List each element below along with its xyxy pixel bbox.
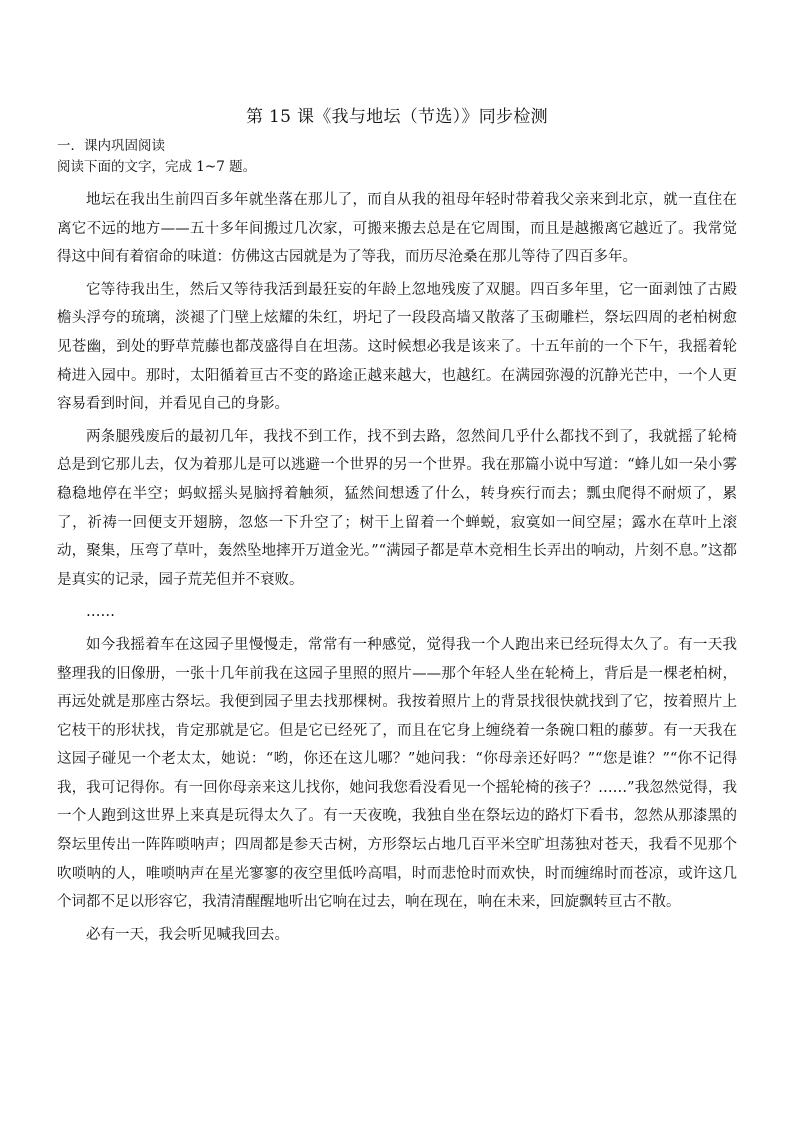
passage-paragraph: 两条腿残废后的最初几年，我找不到工作，找不到去路，忽然间几乎什么都找不到了，我就摇了轮椅总是到它那儿去，仅为着那儿是可以逃避一个世界的另一个世界。我在那篇小说中写道：“蜂儿如一朵小雾稳稳地停在半空；蚂蚁摇头晃脑捋着触须，猛然间想透了什么，转身疾行而去；瓢虫爬得不耐烦了，累了，祈祷一回便支开翅膀，忽悠一下升空了；树干上留着一个蝉蜕，寂寞如一间空屋；露水在草叶上滚动，聚集，压弯了草叶，轰然坠地摔开万道金光。”“满园子都是草木竞相生长弄出的响动，片刻不息。”这都是真实的记录，园子荒芜但并不衰败。 [57,428,737,588]
passage-paragraph: 它等待我出生，然后又等待我活到最狂妄的年龄上忽地残废了双腿。四百多年里，它一面剥蚀了古殿檐头浮夸的琉璃，淡褪了门壁上炫耀的朱红，坍圮了一段段高墙又散落了玉砌雕栏，祭坛四周的老柏树愈见苍幽，到处的野草荒藤也都茂盛得自在坦荡。这时候想必我是该来了。十五年前的一个下午，我摇着轮椅进入园中。那时，太阳循着亘古不变的路途正越来越大，也越红。在满园弥漫的沉静光芒中，一个人更容易看到时间，并看见自己的身影。 [57,281,737,413]
passage-paragraph: 如今我摇着车在这园子里慢慢走，常常有一种感觉，觉得我一个人跑出来已经玩得太久了。有一天我整理我的旧像册，一张十几年前我在这园子里照的照片——那个年轻人坐在轮椅上，背后是一棵老柏树，再远处就是那座古祭坛。我便到园子里去找那棵树。我按着照片上的背景找很快就找到了它，按着照片上它枝干的形状找，肯定那就是它。但是它已经死了，而且在它身上缠绕着一条碗口粗的藤萝。有一天我在这园子碰见一个老太太，她说：“哟，你还在这儿哪？”她问我：“你母亲还好吗？”“您是谁？”“你不记得我，我可记得你。有一回你母亲来这儿找你，她问我您看没看见一个摇轮椅的孩子？……”我忽然觉得，我一个人跑到这世界上来真是玩得太久了。有一天夜晚，我独自坐在祭坛边的路灯下看书，忽然从那漆黑的祭坛里传出一阵阵唢呐声；四周都是参天古树，方形祭坛占地几百平米空旷坦荡独对苍天，我看不见那个吹唢呐的人，唯唢呐声在星光寥寥的夜空里低吟高唱，时而悲怆时而欢快，时而缠绵时而苍凉，或许这几个词都不足以形容它，我清清醒醒地听出它响在过去，响在现在，响在未来，回旋飘转亘古不散。 [57,636,737,911]
document-page [57,104,737,949]
passage-paragraph: 地坛在我出生前四百多年就坐落在那儿了，而自从我的祖母年轻时带着我父亲来到北京，就一直住在离它不远的地方——五十多年间搬过几次家，可搬来搬去总是在它周围，而且是越搬离它越近了。我常觉得这中间有着宿命的味道：仿佛这古园就是为了等我，而历尽沧桑在那儿等待了四百多年。 [57,192,737,266]
passage-body [57,186,737,949]
passage-ellipsis: …… [86,604,115,621]
passage-paragraph: 必有一天，我会听见喊我回去。 [86,926,289,943]
section-heading: 一．课内巩固阅读 [57,138,165,154]
document-title: 第 15 课《我与地坛（节选）》同步检测 [246,107,548,127]
reading-instruction: 阅读下面的文字，完成 1~7 题。 [57,159,257,175]
